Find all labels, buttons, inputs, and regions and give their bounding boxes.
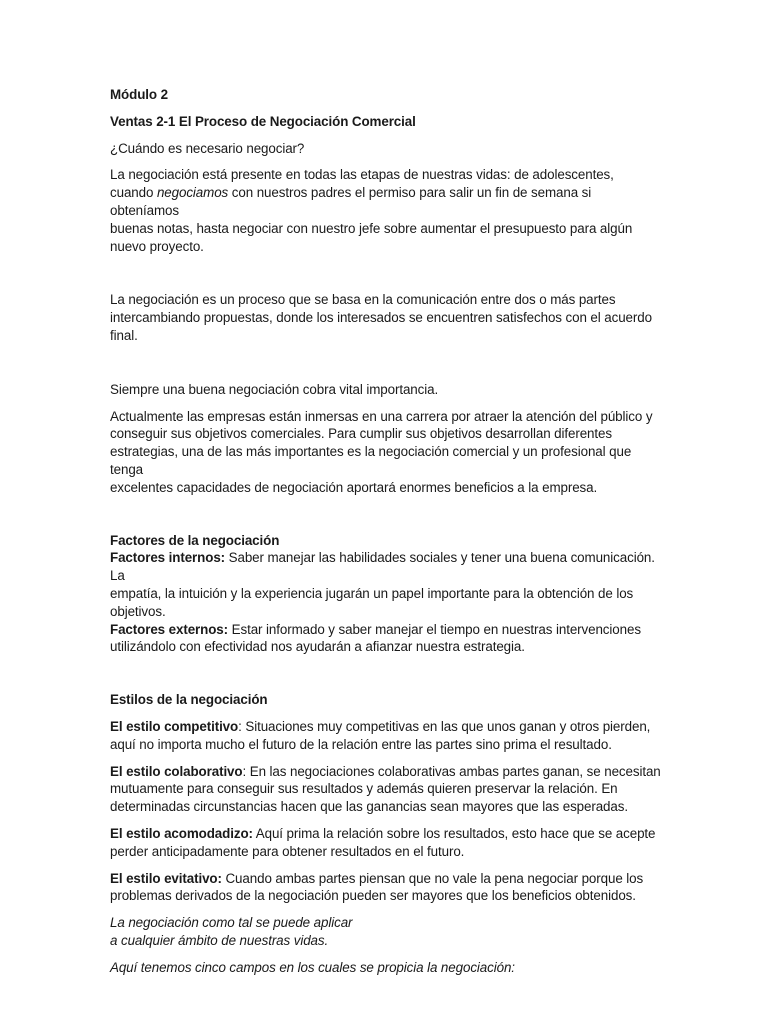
module-heading: Módulo 2: [110, 87, 168, 102]
text-line: intercambiando propuestas, donde los interesados se encuentren satisfechos con el acuerdo: [110, 310, 652, 326]
text-fragment: Aquí prima la relación sobre los resultados, esto hace que se acepte: [252, 825, 656, 841]
question-line: ¿Cuándo es necesario negociar?: [110, 140, 305, 156]
text-line: [110, 184, 662, 220]
section-heading: Factores de la negociación: [110, 532, 280, 548]
text-line: buenas notas, hasta negociar con nuestro jefe sobre aumentar el presupuesto para algún: [110, 220, 633, 236]
style-acomodadizo: [110, 825, 662, 861]
paragraph-definition: [110, 291, 662, 344]
text-line: perder anticipadamente para obtener resultados en el futuro.: [110, 843, 465, 859]
text-line: [110, 763, 662, 781]
term-label: El estilo competitivo: [110, 718, 239, 734]
italic-word: negociamos: [156, 185, 229, 201]
term-label: Factores internos:: [110, 550, 226, 566]
style-competitivo: [110, 718, 662, 754]
text-line: final.: [110, 327, 138, 343]
text-line: [110, 718, 662, 736]
text-line: La negociación está presente en todas las etapas de nuestras vidas: de adolescentes,: [110, 167, 614, 183]
text-line: [110, 870, 662, 888]
text-line: mutuamente para conseguir sus resultados y además quieren preservar la relación. En: [110, 781, 618, 797]
paragraph-importance: Siempre una buena negociación cobra vital importancia.: [110, 381, 439, 397]
text-line: La negociación es un proceso que se basa en la comunicación entre dos o más partes: [110, 292, 616, 308]
text-line: [110, 549, 662, 585]
text-line: La negociación como tal se puede aplicar: [110, 915, 353, 931]
closing-lead-in: Aquí tenemos cinco campos en los cuales se propicia la negociación:: [110, 959, 515, 975]
text-line: [110, 621, 662, 639]
text-line: empatía, la intuición y la experiencia jugarán un papel importante para la obtención de los: [110, 585, 634, 601]
section-factores: [110, 532, 662, 657]
text-line: conseguir sus objetivos comerciales. Para cumplir sus objetivos desarrollan diferentes: [110, 426, 612, 442]
term-label: El estilo acomodadizo:: [110, 825, 253, 841]
text-line: determinadas circunstancias hacen que las ganancias sean mayores que las esperadas.: [110, 799, 628, 815]
text-line: [110, 825, 662, 843]
paragraph-intro: [110, 166, 662, 255]
term-label: El estilo colaborativo: [110, 763, 243, 779]
closing-italic: [110, 914, 662, 950]
text-fragment: Saber manejar las habilidades sociales y tener una buena comunicación. La: [110, 550, 655, 584]
text-fragment: : En las negociaciones colaborativas ambas partes ganan, se necesitan: [242, 763, 661, 779]
text-line: a cualquier ámbito de nuestras vidas.: [110, 932, 329, 948]
text-line: problemas derivados de la negociación pueden ser mayores que los beneficios obtenidos.: [110, 888, 636, 904]
text-fragment: Cuando ambas partes piensan que no vale la pena negociar porque los: [221, 870, 644, 886]
text-fragment: con nuestros padres el permiso para salir un fin de semana si obteníamos: [110, 185, 592, 218]
document-body: [110, 86, 662, 976]
text-fragment: Estar informado y saber manejar el tiempo en nuestras intervenciones: [228, 621, 641, 637]
text-line: utilizándolo con efectividad nos ayudarán a afianzar nuestra estrategia.: [110, 639, 525, 655]
text-line: excelentes capacidades de negociación aportará enormes beneficios a la empresa.: [110, 479, 598, 495]
document-title: Ventas 2-1 El Proceso de Negociación Comercial: [110, 113, 416, 129]
text-line: Actualmente las empresas están inmersas en una carrera por atraer la atención del público y: [110, 408, 653, 424]
term-label: Factores externos:: [110, 621, 229, 637]
text-fragment: cuando: [110, 185, 157, 201]
paragraph-companies: [110, 408, 662, 497]
text-line: estrategias, una de las más importantes es la negociación comercial y un profesional que tenga: [110, 444, 632, 477]
style-evitativo: [110, 870, 662, 906]
style-colaborativo: [110, 763, 662, 816]
text-line: objetivos.: [110, 603, 166, 619]
text-line: nuevo proyecto.: [110, 238, 204, 254]
section-heading: Estilos de la negociación: [110, 692, 268, 708]
term-label: El estilo evitativo:: [110, 870, 222, 886]
text-line: aquí no importa mucho el futuro de la relación entre las partes sino prima el resultado.: [110, 736, 612, 752]
text-fragment: : Situaciones muy competitivas en las que unos ganan y otros pierden,: [238, 718, 651, 734]
